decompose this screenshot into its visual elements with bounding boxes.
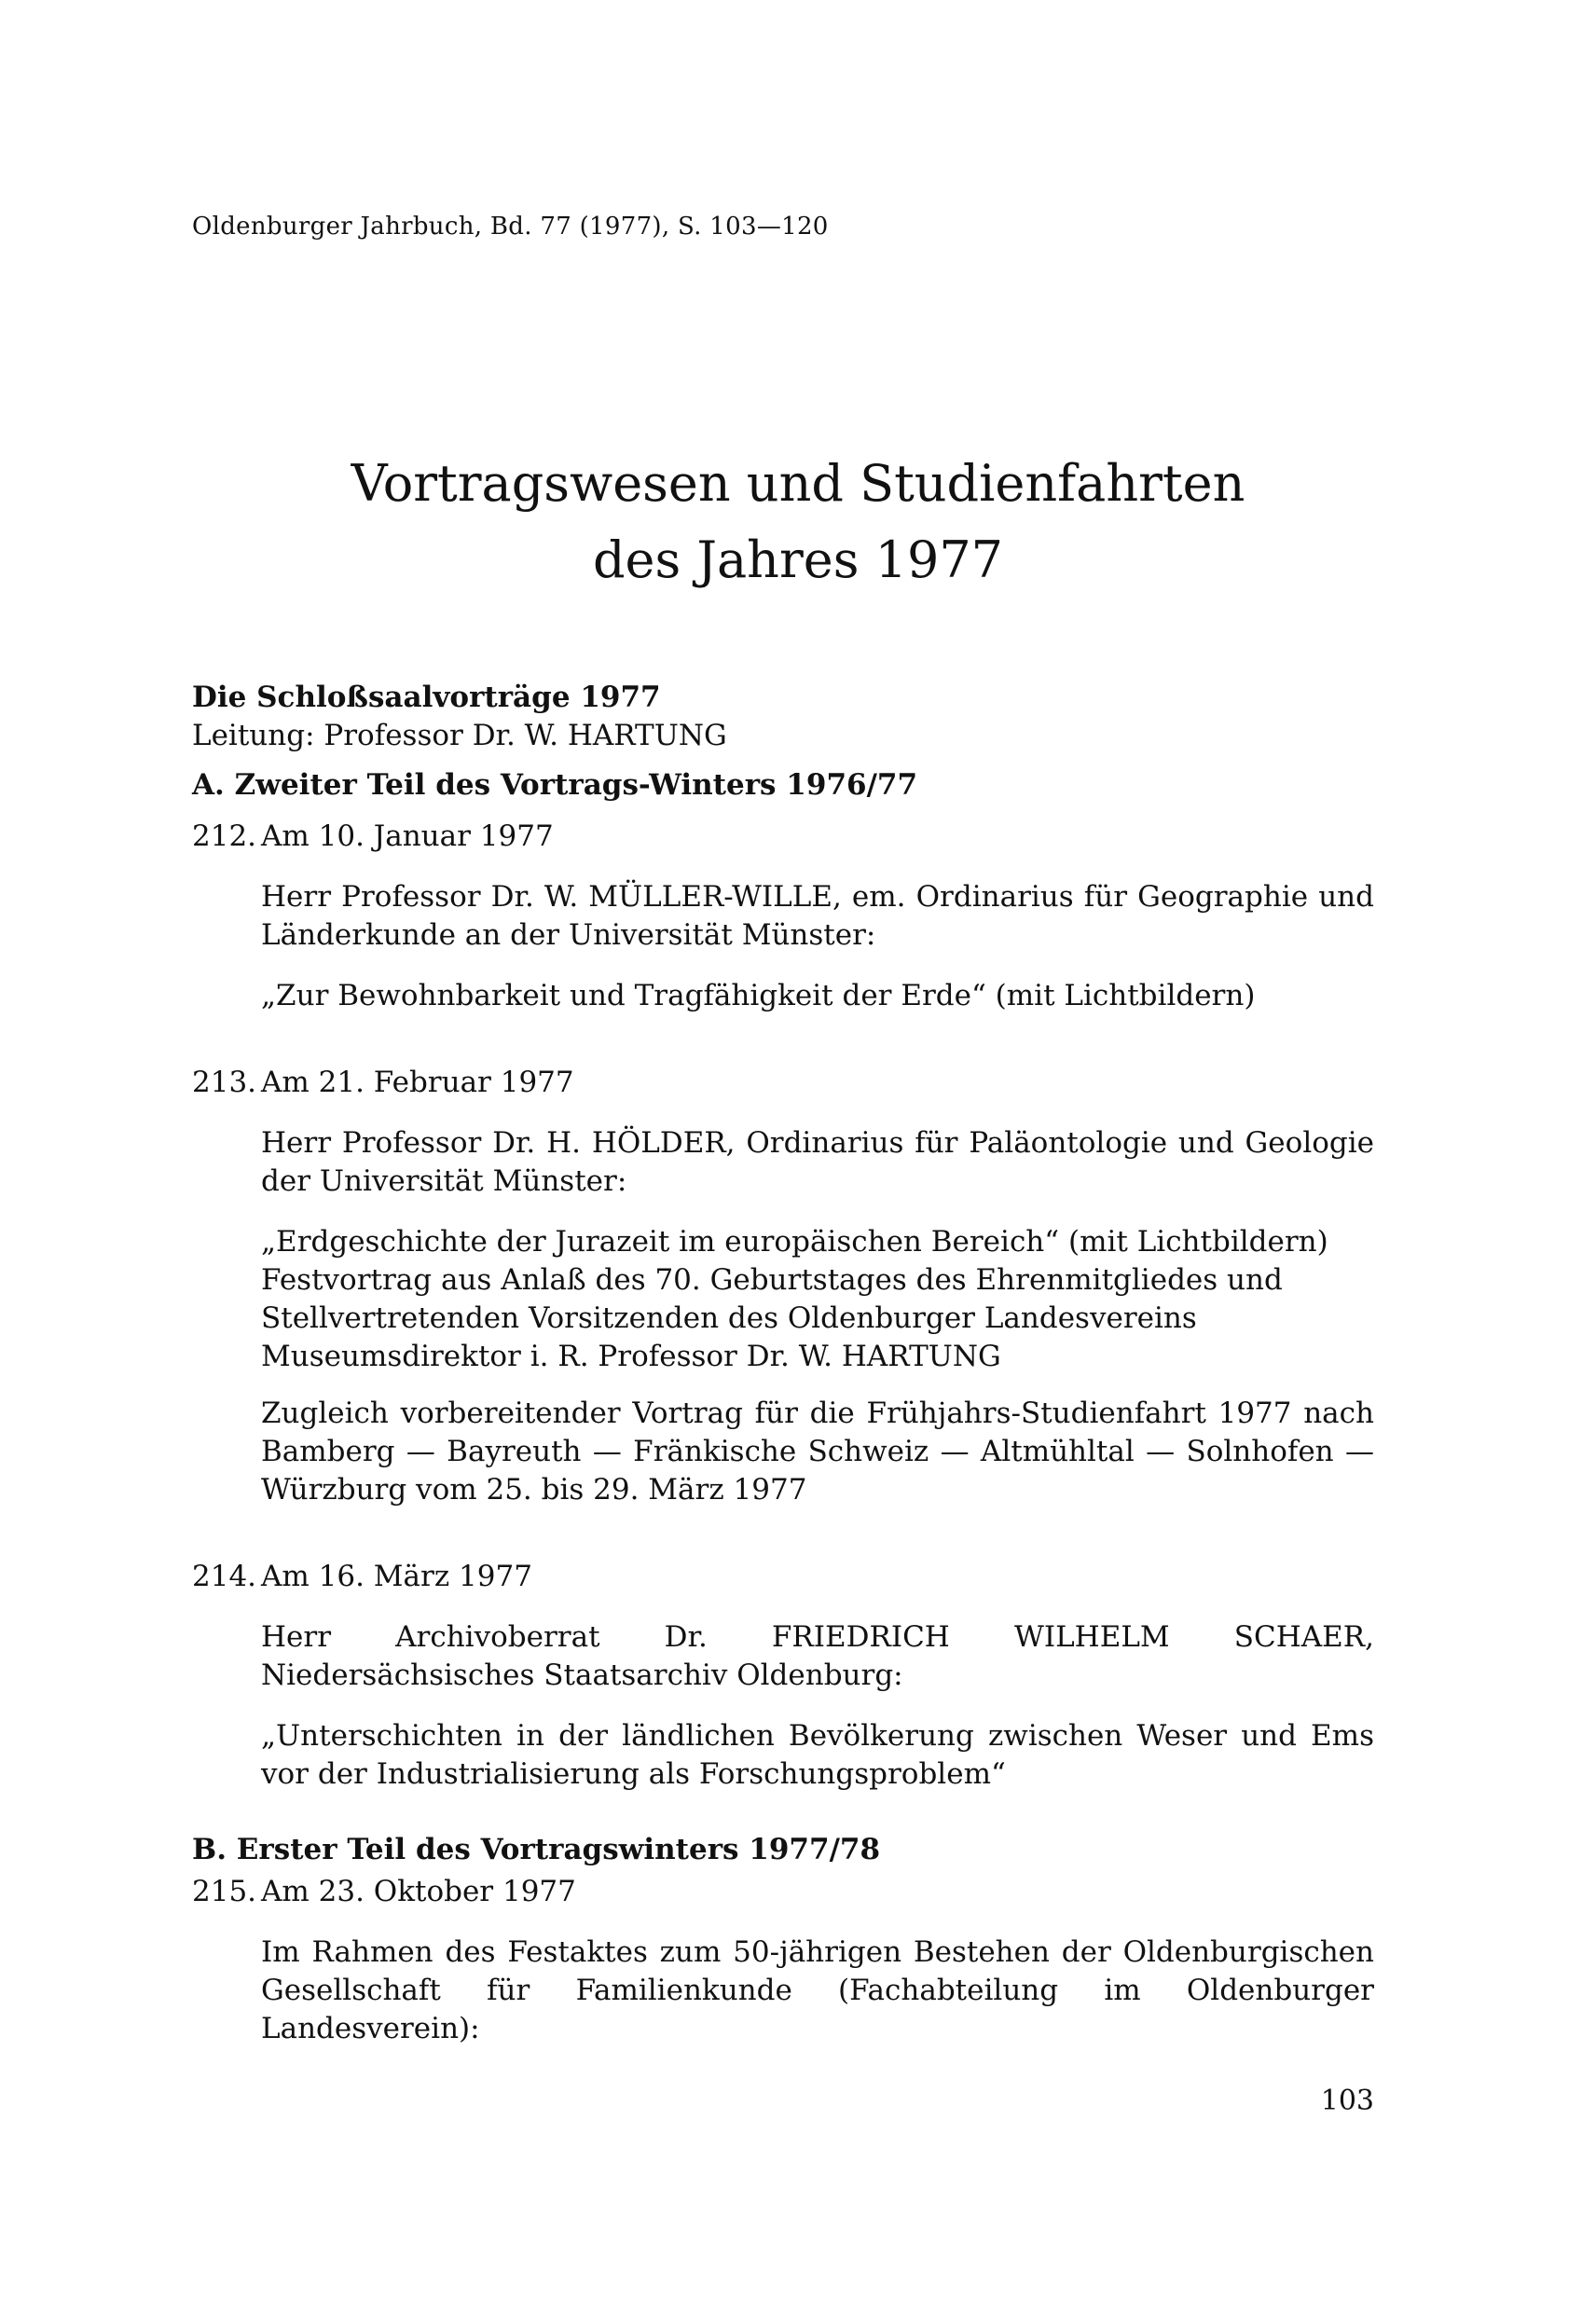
- page-title: [0, 446, 1596, 599]
- entry-details: [261, 1934, 1374, 2048]
- title-line-1: Vortragswesen und Studienfahrten: [351, 454, 1245, 513]
- entry-number: 215.: [192, 1875, 257, 1908]
- page-number: 103: [1320, 2085, 1374, 2117]
- entry-head: [192, 818, 1374, 856]
- entry-head: [192, 1558, 1374, 1596]
- entry-date: Am 23. Oktober 1977: [261, 1875, 576, 1908]
- title-line-2: des Jahres 1977: [592, 530, 1004, 589]
- entry-topic: „Erdgeschichte der Jurazeit im europäischen Bereich“ (mit Lichtbildern): [261, 1225, 1328, 1259]
- entry-speaker: Herr Professor Dr. H. HÖLDER, Ordinarius für Paläontologie und Geologie der Universität Münster:: [261, 1126, 1374, 1198]
- lecture-entry-214: [192, 1558, 1374, 1794]
- section-title: Die Schloßsaalvorträge 1977: [192, 681, 661, 714]
- entry-topic-note: Festvortrag aus Anlaß des 70. Geburtstages des Ehrenmitgliedes und Stellvertretenden Vorsitzenden des Oldenburger Landesvereins Museumsdirektor i. R. Professor Dr. W. HARTUNG: [261, 1263, 1283, 1373]
- lecture-entry-213: [192, 1064, 1374, 1509]
- entry-topic: „Unterschichten in der ländlichen Bevölkerung zwischen Weser und Ems vor der Industrialisierung als Forschungsproblem“: [261, 1719, 1374, 1791]
- entry-number: 213.: [192, 1066, 257, 1099]
- entry-date: Am 16. März 1977: [261, 1560, 532, 1593]
- entry-speaker: Herr Archivoberrat Dr. FRIEDRICH WILHELM SCHAER, Niedersächsisches Staatsarchiv Oldenburg:: [261, 1620, 1374, 1692]
- entry-speaker: Herr Professor Dr. W. MÜLLER-WILLE, em. Ordinarius für Geographie und Länderkunde an der Universität Münster:: [261, 880, 1374, 952]
- document-body: [192, 679, 1374, 2048]
- part-a-heading: A. Zweiter Teil des Vortrags-Winters 1976/77: [192, 768, 918, 802]
- lecture-entry-215: [192, 1873, 1374, 2048]
- section-leader: Leitung: Professor Dr. W. HARTUNG: [192, 719, 727, 752]
- entry-details: [261, 878, 1374, 1015]
- entry-details: [261, 1124, 1374, 1509]
- entry-head: [192, 1064, 1374, 1102]
- entry-number: 212.: [192, 819, 257, 853]
- part-b-heading: B. Erster Teil des Vortragswinters 1977/78: [192, 1833, 881, 1866]
- entry-details: [261, 1618, 1374, 1794]
- entry-note: Zugleich vorbereitender Vortrag für die Frühjahrs-Studienfahrt 1977 nach Bamberg — Bayreuth — Fränkische Schweiz — Altmühltal — Solnhofen — Würzburg vom 25. bis 29. März 1977: [261, 1397, 1374, 1507]
- entry-topic: „Zur Bewohnbarkeit und Tragfähigkeit der Erde“ (mit Lichtbildern): [261, 979, 1256, 1012]
- lecture-entry-212: [192, 818, 1374, 1015]
- entry-speaker: Im Rahmen des Festaktes zum 50-jährigen Bestehen der Oldenburgischen Gesellschaft für Familienkunde (Fachabteilung im Oldenburger Landesverein):: [261, 1935, 1374, 2045]
- entry-date: Am 10. Januar 1977: [261, 819, 554, 853]
- running-head: Oldenburger Jahrbuch, Bd. 77 (1977), S. 103—120: [192, 213, 829, 241]
- entry-head: [192, 1873, 1374, 1911]
- entry-date: Am 21. Februar 1977: [261, 1066, 574, 1099]
- entry-number: 214.: [192, 1560, 257, 1593]
